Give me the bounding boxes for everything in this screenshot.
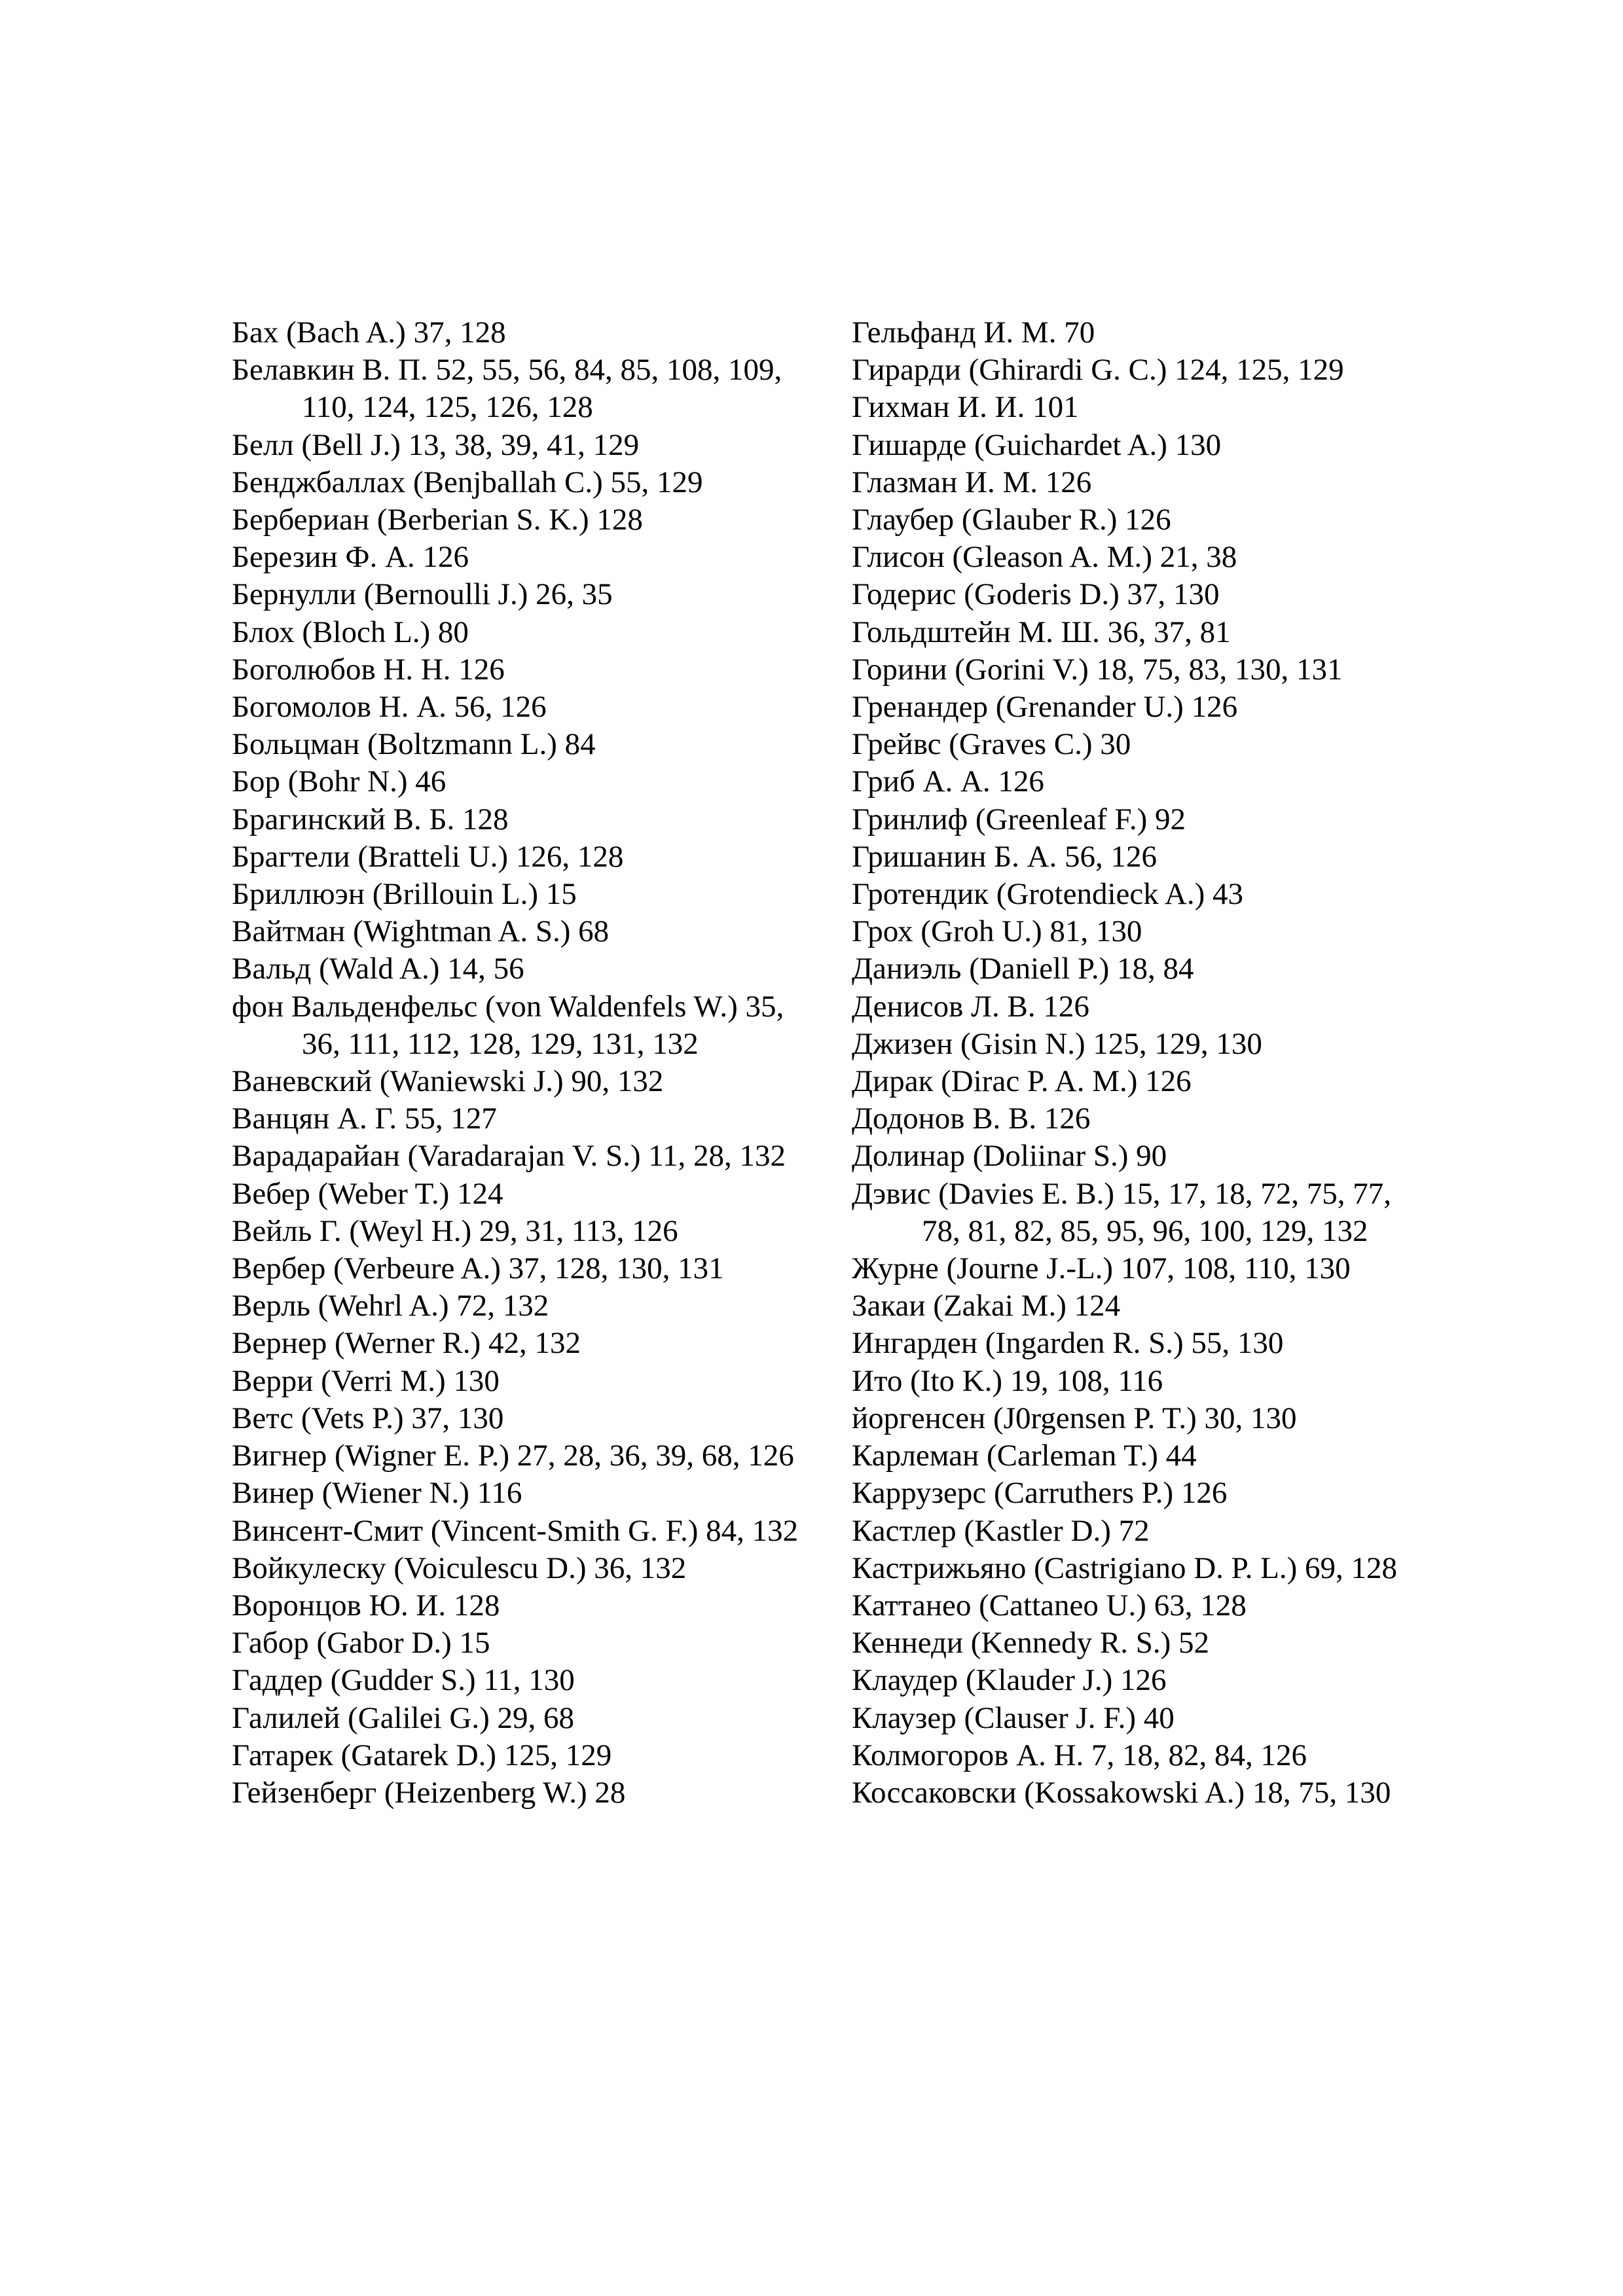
index-entry: Брагинский В. Б. 128 <box>232 802 509 836</box>
index-entry: Винсент-Смит (Vincent-Smith G. F.) 84, 132 <box>232 1513 799 1548</box>
index-entry: Ингарден (Ingarden R. S.) 55, 130 <box>852 1326 1284 1361</box>
index-entry: Колмогоров А. Н. 7, 18, 82, 84, 126 <box>852 1738 1307 1772</box>
index-entry: Воронцов Ю. И. 128 <box>232 1588 500 1623</box>
index-entry: Грох (Groh U.) 81, 130 <box>852 914 1142 949</box>
index-entry: Верль (Wehrl A.) 72, 132 <box>232 1289 549 1323</box>
index-entry: Карлеман (Carleman T.) 44 <box>852 1439 1197 1473</box>
index-entry: Вейль Г. (Weyl H.) 29, 31, 113, 126 <box>232 1213 678 1248</box>
index-entry: Белл (Bell J.) 13, 38, 39, 41, 129 <box>232 427 640 462</box>
index-entry: Додонов В. В. 126 <box>852 1102 1091 1136</box>
index-entry: Войкулеску (Voiculescu D.) 36, 132 <box>232 1551 687 1585</box>
index-entry: Гренандер (Grenander U.) 126 <box>852 690 1238 725</box>
index-entry: Гишарде (Guichardet A.) 130 <box>852 427 1222 462</box>
index-entry: Гейзенберг (Heizenberg W.) 28 <box>232 1775 626 1810</box>
index-entry: Ветс (Vets P.) 37, 130 <box>232 1401 504 1435</box>
index-entry: Гельфанд И. М. 70 <box>852 315 1095 350</box>
index-entry: Бор (Bohr N.) 46 <box>232 764 447 799</box>
index-entry: Бах (Bach A.) 37, 128 <box>232 315 506 350</box>
index-entry: Джизен (Gisin N.) 125, 129, 130 <box>852 1026 1262 1061</box>
index-entry: Богомолов Н. А. 56, 126 <box>232 690 547 725</box>
index-entry: Бербериан (Berberian S. K.) 128 <box>232 503 643 537</box>
index-entry: Гаддер (Gudder S.) 11, 130 <box>232 1663 575 1698</box>
index-entry: Клаудер (Klauder J.) 126 <box>852 1663 1167 1698</box>
index-entry: Верри (Verri M.) 130 <box>232 1363 500 1398</box>
index-entry: Ваневский (Waniewski J.) 90, 132 <box>232 1064 664 1099</box>
index-entry: Белавкин В. П. 52, 55, 56, 84, 85, 108, 109, 110, 124, 125, 126, 128 <box>232 353 782 425</box>
index-entry: Гринлиф (Greenleaf F.) 92 <box>852 802 1186 836</box>
index-entry: Даниэль (Daniell P.) 18, 84 <box>852 952 1194 986</box>
index-entry: Брагтели (Bratteli U.) 126, 128 <box>232 839 624 874</box>
index-entry: Вербер (Verbeure A.) 37, 128, 130, 131 <box>232 1251 724 1286</box>
index-entry: Глазман И. М. 126 <box>852 465 1092 499</box>
index-entry: фон Вальденфельс (von Waldenfels W.) 35, 36, 111, 112, 128, 129, 131, 132 <box>232 989 784 1061</box>
index-entry: Бриллюэн (Brillouin L.) 15 <box>232 877 577 912</box>
index-entry: Клаузер (Clauser J. F.) 40 <box>852 1700 1175 1735</box>
index-entry: Ито (Ito K.) 19, 108, 116 <box>852 1363 1163 1398</box>
index-entry: йоргенсен (J0rgensen P. T.) 30, 130 <box>852 1401 1297 1435</box>
index-entry: Кастлер (Kastler D.) 72 <box>852 1513 1150 1548</box>
index-entry: Гатарек (Gatarek D.) 125, 129 <box>232 1738 612 1772</box>
index-entry: Гихман И. И. 101 <box>852 390 1079 425</box>
index-entry: Гольдштейн М. Ш. 36, 37, 81 <box>852 615 1231 649</box>
index-entry: Гирарди (Ghirardi G. C.) 124, 125, 129 <box>852 353 1344 387</box>
index-entry: Вигнер (Wigner E. P.) 27, 28, 36, 39, 68, 126 <box>232 1439 794 1473</box>
index-left-column <box>232 314 821 1812</box>
index-entry: Гриб А. А. 126 <box>852 764 1044 799</box>
index-entry: Вернер (Werner R.) 42, 132 <box>232 1326 581 1361</box>
index-entry: Габор (Gabor D.) 15 <box>232 1626 490 1660</box>
index-entry: Березин Ф. А. 126 <box>232 540 469 575</box>
index-entry: Боголюбов Н. Н. 126 <box>232 652 505 687</box>
index-entry: Гришанин Б. А. 56, 126 <box>852 839 1158 874</box>
index-entry: Бернулли (Bernoulli J.) 26, 35 <box>232 577 613 612</box>
index-entry: Глаубер (Glauber R.) 126 <box>852 503 1171 537</box>
index-entry: Винер (Wiener N.) 116 <box>232 1476 522 1511</box>
index-entry: Каттанео (Cattaneo U.) 63, 128 <box>852 1588 1247 1623</box>
index-entry: Галилей (Galilei G.) 29, 68 <box>232 1700 574 1735</box>
index-entry: Дэвис (Davies E. B.) 15, 17, 18, 72, 75, 77, 78, 81, 82, 85, 95, 96, 100, 129, 132 <box>852 1176 1392 1248</box>
index-entry: Вебер (Weber T.) 124 <box>232 1176 503 1211</box>
index-entry: Дирак (Dirac P. A. M.) 126 <box>852 1064 1192 1099</box>
index-entry: Вайтман (Wightman A. S.) 68 <box>232 914 610 949</box>
index-entry: Денисов Л. В. 126 <box>852 989 1089 1024</box>
index-entry: Блох (Bloch L.) 80 <box>232 615 469 649</box>
index-entry: Ванцян А. Г. 55, 127 <box>232 1102 497 1136</box>
index-entry: Варадарайан (Varadarajan V. S.) 11, 28, 132 <box>232 1139 786 1174</box>
index-entry: Годерис (Goderis D.) 37, 130 <box>852 577 1220 612</box>
index-entry: Вальд (Wald A.) 14, 56 <box>232 952 524 986</box>
index-entry: Закаи (Zakai M.) 124 <box>852 1289 1121 1323</box>
index-entry: Гротендик (Grotendieck A.) 43 <box>852 877 1243 912</box>
index-entry: Глисон (Gleason A. M.) 21, 38 <box>852 540 1237 575</box>
index-entry: Горини (Gorini V.) 18, 75, 83, 130, 131 <box>852 652 1343 687</box>
index-entry: Долинар (Doliinar S.) 90 <box>852 1139 1167 1174</box>
index-right-column <box>852 314 1434 1812</box>
index-entry: Журне (Journe J.-L.) 107, 108, 110, 130 <box>852 1251 1351 1286</box>
index-entry: Кеннеди (Kennedy R. S.) 52 <box>852 1626 1209 1660</box>
index-entry: Больцман (Boltzmann L.) 84 <box>232 727 596 762</box>
index-entry: Грейвс (Graves C.) 30 <box>852 727 1131 762</box>
index-entry: Каррузерс (Carruthers P.) 126 <box>852 1476 1228 1511</box>
index-entry: Коссаковски (Kossakowski A.) 18, 75, 130 <box>852 1775 1391 1810</box>
index-entry: Кастрижьяно (Castrigiano D. P. L.) 69, 128 <box>852 1551 1397 1585</box>
index-entry: Бенджбаллах (Benjballah C.) 55, 129 <box>232 465 703 499</box>
